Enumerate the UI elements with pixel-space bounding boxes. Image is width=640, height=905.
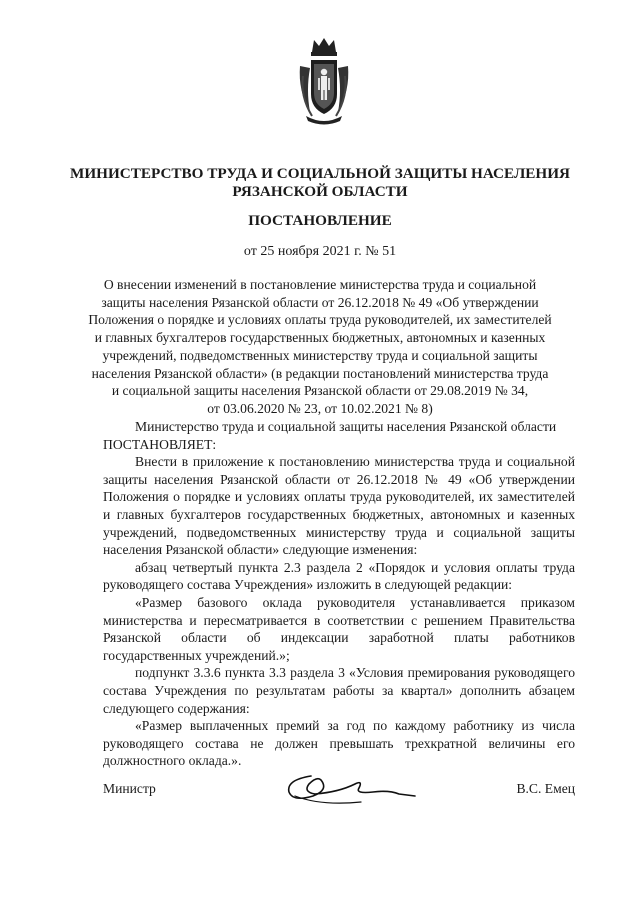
subject-line: О внесении изменений в постановление министерства труда и социальной bbox=[103, 277, 537, 292]
subject-line: учреждений, подведомственных министерству труда и социальной защиты bbox=[102, 347, 538, 363]
subject-line: Положения о порядке и условиях оплаты труда руководителей, их заместителей bbox=[88, 312, 552, 328]
signatory-role: Министр bbox=[103, 781, 156, 796]
subject-line: и главных бухгалтеров государственных бюджетных, автономных и казенных bbox=[94, 330, 546, 346]
document-body bbox=[103, 418, 575, 770]
preamble: Министерство труда и социальной защиты населения Рязанской области bbox=[135, 419, 557, 434]
document-subject bbox=[80, 276, 560, 418]
ministry-name-line2: РЯЗАНСКОЙ ОБЛАСТИ bbox=[232, 183, 408, 200]
signatory-name: В.С. Емец bbox=[516, 781, 575, 796]
ministry-name bbox=[60, 165, 580, 201]
body-paragraph: абзац четвертый пункта 2.3 раздела 2 «Порядок и условия оплаты труда руководящего состава Учреждения» изложить в следующей редакции: bbox=[103, 559, 575, 593]
document-date-number: от 25 ноября 2021 г. № 51 bbox=[243, 244, 397, 259]
signature-icon bbox=[281, 766, 421, 816]
body-paragraph: подпункт 3.3.6 пункта 3.3 раздела 3 «Условия премирования руководящего состава Учреждения по результатам работы за квартал» дополнить абзацем следующего содержания: bbox=[103, 665, 575, 716]
subject-line: и социальной защиты населения Рязанской области от 29.08.2019 № 34, bbox=[111, 383, 529, 399]
coat-of-arms-icon bbox=[296, 36, 352, 128]
ministry-name-line1: МИНИСТЕРСТВО ТРУДА И СОЦИАЛЬНОЙ ЗАЩИТЫ НАСЕЛЕНИЯ bbox=[69, 165, 570, 182]
subject-line: от 03.06.2020 № 23, от 10.02.2021 № 8) bbox=[207, 400, 433, 416]
subject-line: защиты населения Рязанской области от 26.12.2018 № 49 «Об утверждении bbox=[101, 294, 539, 310]
subject-line: населения Рязанской области» (в редакции постановлений министерства труда bbox=[91, 365, 549, 381]
body-paragraph: «Размер выплаченных премий за год по каждому работнику из числа руководящего состава не должен превышать трехкратной величины его должностного оклада.». bbox=[103, 718, 575, 769]
body-paragraph: «Размер базового оклада руководителя устанавливается приказом министерства и пересматривается в соответствии с решением Правительства Рязанской области об индексации заработной платы работников государственных учреждений.»; bbox=[103, 594, 575, 663]
decides-word: ПОСТАНОВЛЯЕТ: bbox=[103, 436, 217, 452]
document-type: ПОСТАНОВЛЕНИЕ bbox=[248, 212, 392, 229]
body-paragraph: Внести в приложение к постановлению министерства труда и социальной защиты населения Рязанской области от 26.12.2018 № 49 «Об утверждении Положения о порядке и условиях оплаты труда руководителей, их заместителей и главных бухгалтеров государственных бюджетных, автономных и казенных учреждений, подведомственных министерству труда и социальной защиты населения Рязанской области» следующие изменения: bbox=[103, 454, 575, 558]
